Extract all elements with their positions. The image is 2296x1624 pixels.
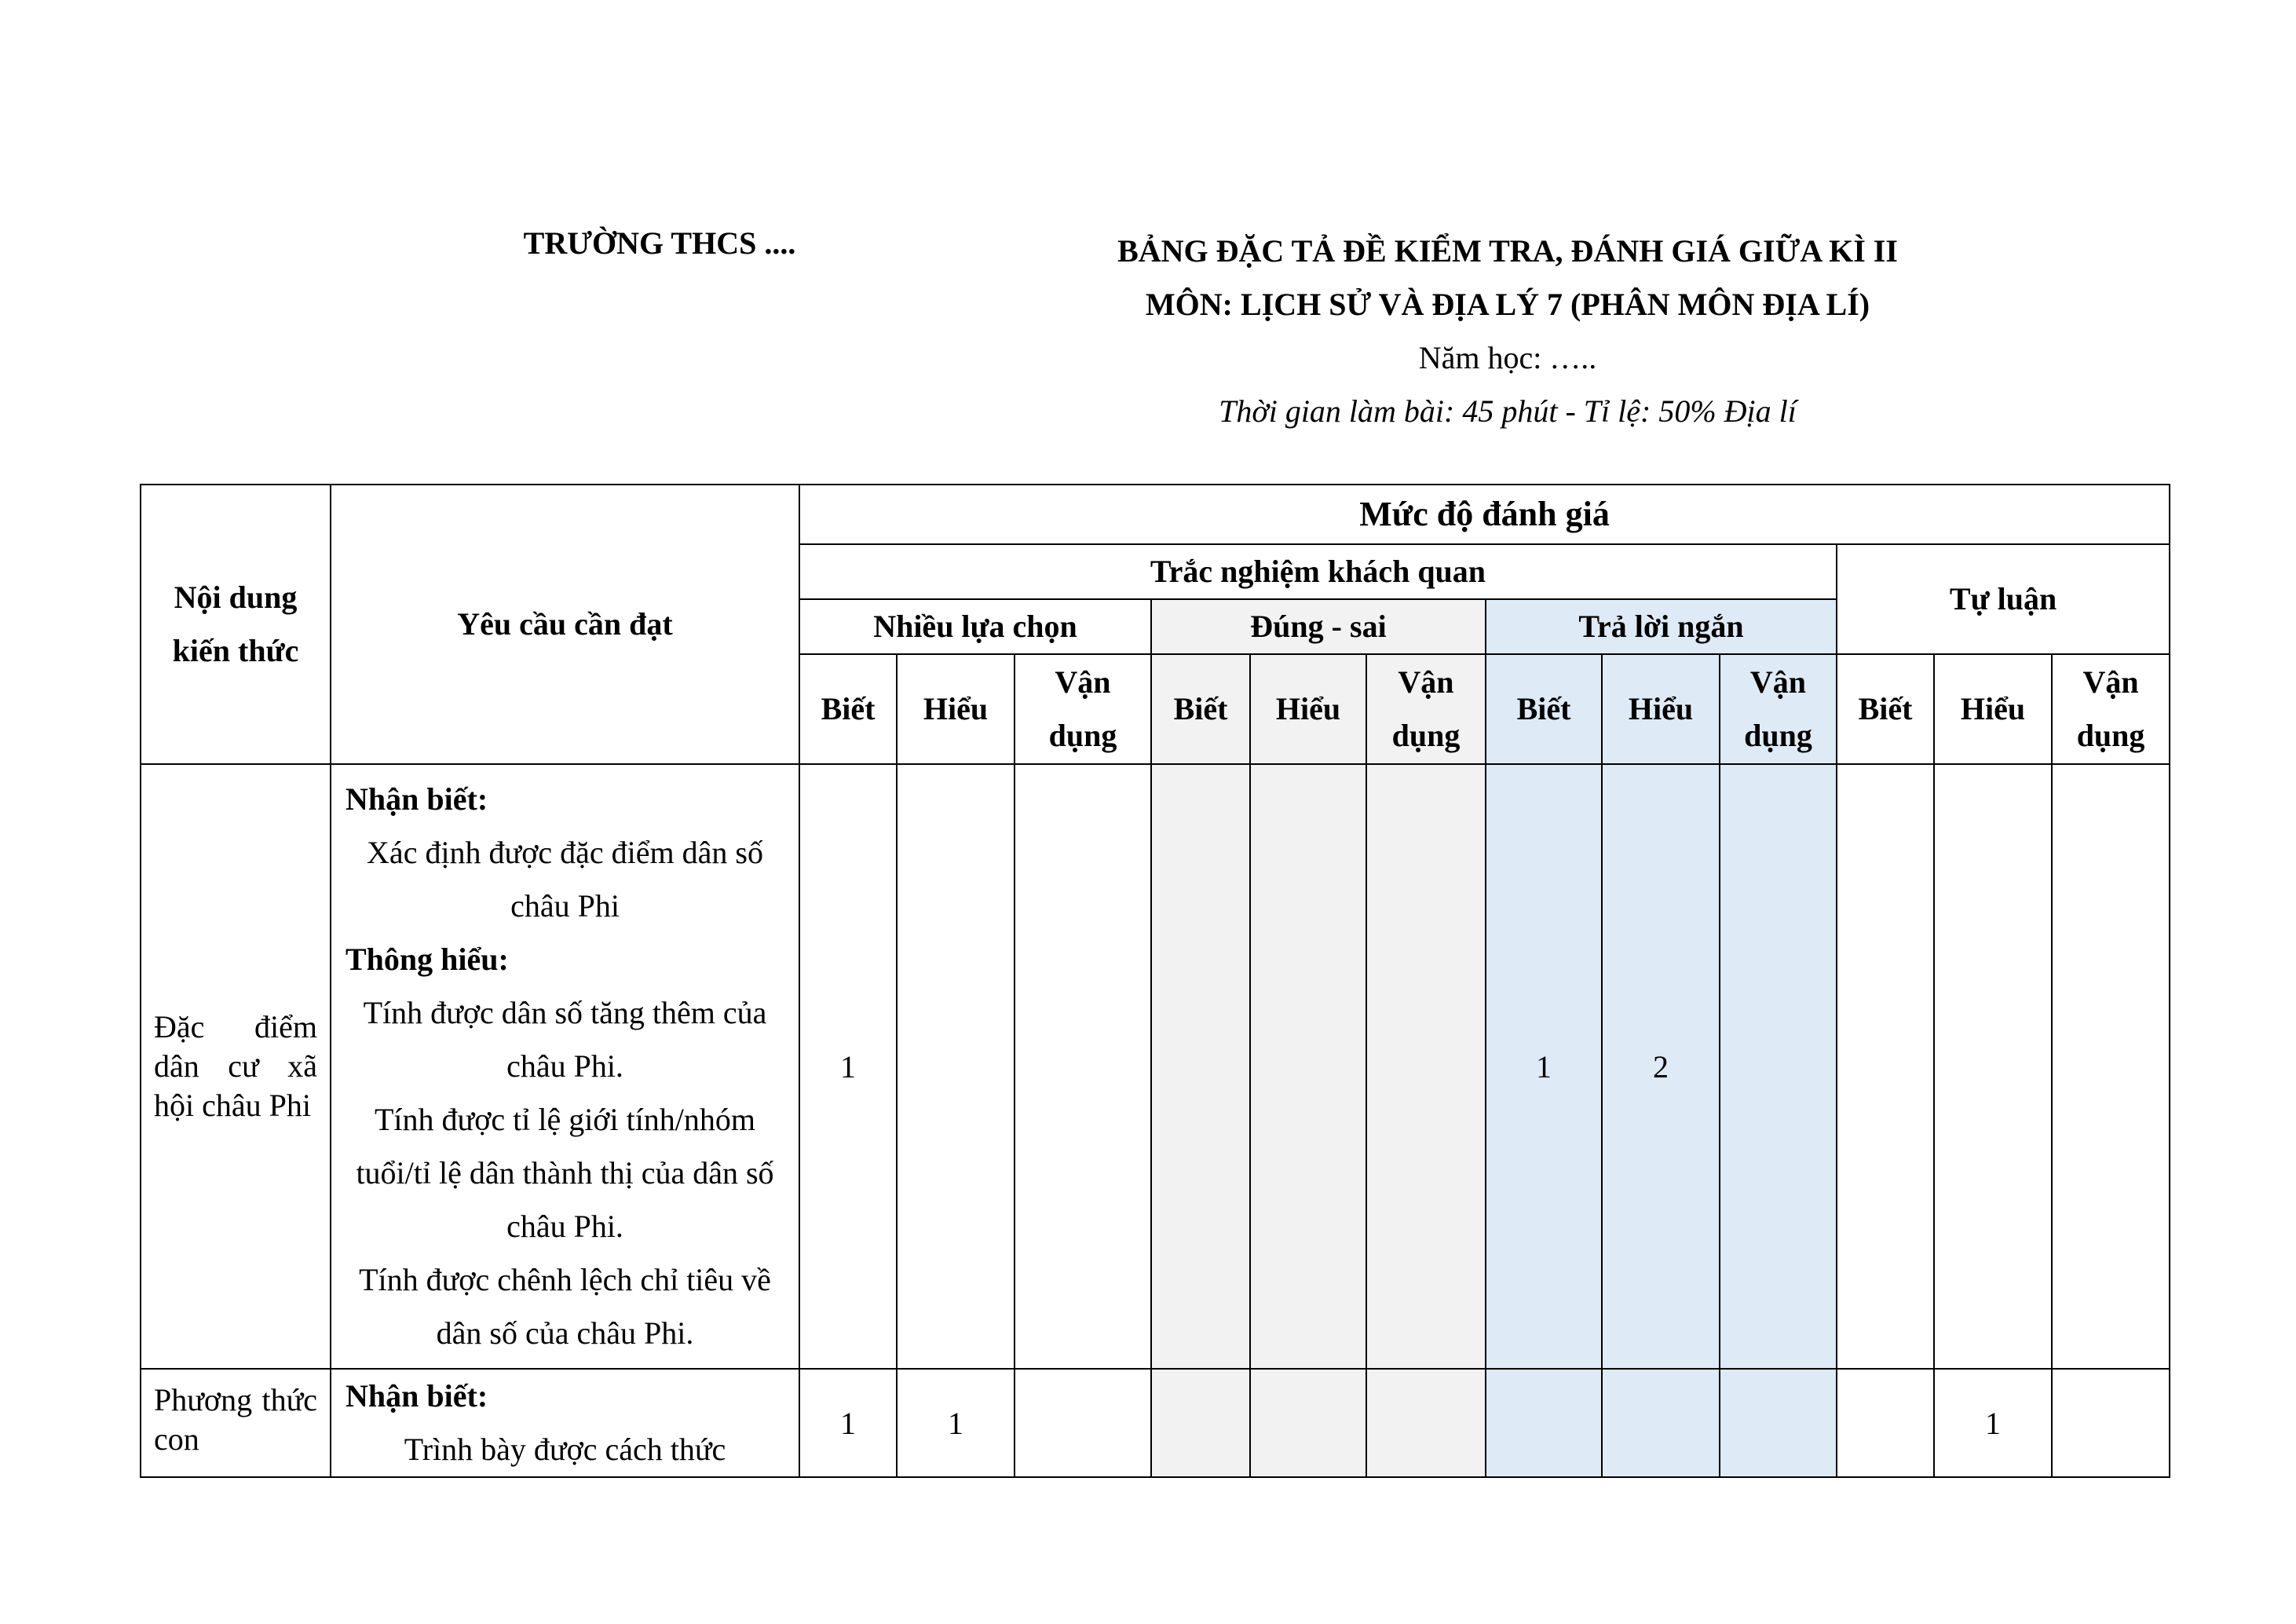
topic-cell: Đặc điểm dân cư xã hội châu Phi	[141, 764, 331, 1369]
requirement-cell	[331, 764, 799, 1369]
mc-apply-header: Vận dụng	[1015, 654, 1151, 764]
essay-know-count	[1837, 764, 1934, 1369]
essay-know-header: Biết	[1837, 654, 1934, 764]
tf-understand-count	[1250, 1369, 1366, 1477]
short-apply-count	[1720, 764, 1837, 1369]
table-row	[141, 1369, 2170, 1477]
short-know-header: Biết	[1486, 654, 1602, 764]
requirement-text: Tính được tỉ lệ giới tính/nhóm tuổi/tỉ lệ dân thành thị của dân số châu Phi.	[356, 1102, 774, 1244]
short-apply-header: Vận dụng	[1720, 654, 1837, 764]
tf-understand-header: Hiểu	[1250, 654, 1366, 764]
header-short-answer: Trả lời ngắn	[1486, 599, 1837, 654]
mc-know-header: Biết	[799, 654, 897, 764]
essay-understand-count: 1	[1934, 1369, 2052, 1477]
mc-know-count: 1	[799, 764, 897, 1369]
topic-cell	[141, 1369, 331, 1477]
short-know-count: 1	[1486, 764, 1602, 1369]
tf-understand-count	[1250, 764, 1366, 1369]
requirement-text: Xác định được đặc điểm dân số châu Phi	[367, 835, 763, 924]
essay-apply-count	[2052, 764, 2170, 1369]
header-topic: Nội dung kiến thức	[141, 485, 331, 764]
short-apply-count	[1720, 1369, 1837, 1477]
specification-table	[140, 484, 2170, 1478]
know-label: Nhận biết:	[345, 1378, 488, 1414]
tf-apply-count	[1366, 1369, 1486, 1477]
requirement-text: Tính được chênh lệch chỉ tiêu về dân số của châu Phi.	[359, 1262, 771, 1351]
school-name: TRƯỜNG THCS ....	[523, 225, 796, 261]
tf-apply-header: Vận dụng	[1366, 654, 1486, 764]
subject-line: MÔN: LỊCH SỬ VÀ ĐỊA LÝ 7 (PHÂN MÔN ĐỊA LÍ)	[1145, 287, 1870, 322]
essay-apply-header: Vận dụng	[2052, 654, 2170, 764]
short-understand-count: 2	[1602, 764, 1720, 1369]
requirement-cell	[331, 1369, 799, 1477]
requirement-text: Trình bày được cách thức	[404, 1432, 726, 1467]
short-know-count	[1486, 1369, 1602, 1477]
essay-understand-header: Hiểu	[1934, 654, 2052, 764]
mc-apply-count	[1015, 1369, 1151, 1477]
header-objective: Trắc nghiệm khách quan	[799, 544, 1837, 599]
tf-apply-count	[1366, 764, 1486, 1369]
header-essay: Tự luận	[1837, 544, 2170, 654]
school-year: Năm học: …..	[1418, 340, 1597, 375]
mc-understand-count: 1	[897, 1369, 1015, 1477]
topic-text: Phương thức con	[154, 1382, 317, 1457]
tf-know-header: Biết	[1151, 654, 1250, 764]
mc-understand-count	[897, 764, 1015, 1369]
table-row	[141, 764, 2170, 1369]
short-understand-header: Hiểu	[1602, 654, 1720, 764]
requirement-text: Tính được dân số tăng thêm của châu Phi.	[363, 995, 767, 1084]
requirement-clip	[345, 1370, 784, 1476]
mc-apply-count	[1015, 764, 1151, 1369]
mc-know-count: 1	[799, 1369, 897, 1477]
know-label: Nhận biết:	[345, 781, 488, 817]
header-true-false: Đúng - sai	[1151, 599, 1486, 654]
essay-understand-count	[1934, 764, 2052, 1369]
mc-understand-header: Hiểu	[897, 654, 1015, 764]
header-requirement: Yêu cầu cần đạt	[331, 485, 799, 764]
understand-label: Thông hiểu:	[345, 942, 509, 977]
duration-line: Thời gian làm bài: 45 phút - Tỉ lệ: 50% Địa lí	[1219, 393, 1797, 429]
essay-know-count	[1837, 1369, 1934, 1477]
essay-apply-count	[2052, 1369, 2170, 1477]
tf-know-count	[1151, 764, 1250, 1369]
header-multiple-choice: Nhiều lựa chọn	[799, 599, 1151, 654]
header-assessment-level: Mức độ đánh giá	[799, 485, 2170, 544]
short-understand-count	[1602, 1369, 1720, 1477]
document-title: BẢNG ĐẶC TẢ ĐỀ KIỂM TRA, ĐÁNH GIÁ GIỮA KÌ II	[1117, 233, 1898, 269]
tf-know-count	[1151, 1369, 1250, 1477]
document-heading	[1115, 225, 1900, 438]
